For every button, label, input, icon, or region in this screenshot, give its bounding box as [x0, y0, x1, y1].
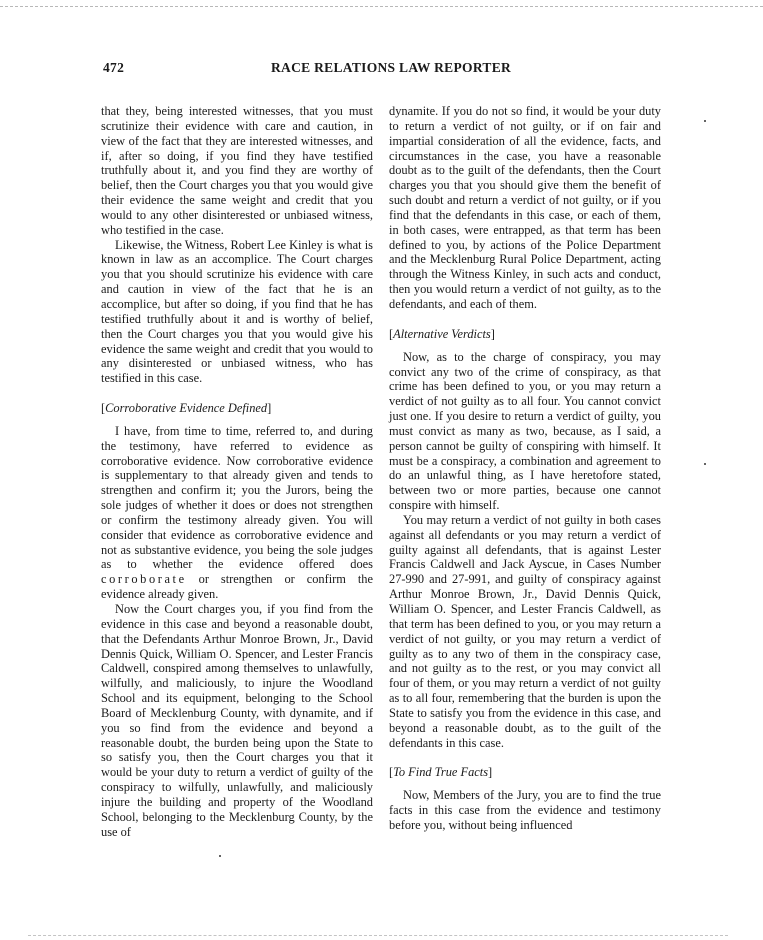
paragraph: that they, being interested witnesses, that you must scrutinize their evidence with care and caution, in view of the fact that they are interested witnesses, and if, after so doing, if you find they have testified truthfully about it, and you find they are worthy of belief, then the Court charges you that you would give their evidence the same weight and credit that you would to any other disinterested or unbiased witness, who testified in the case. — [101, 104, 373, 237]
paragraph: I have, from time to time, referred to, and during the testimony, have referred to evidence as corroborative evidence. Now corroborative evidence is supplementary to that already given and tends to strengthen and confirm it; you the Jurors, being the sole judges of whether it does or does not strengthen or confirm the testimony already given. You will consider that evidence as corroborative evidence and not as substantive evidence, you being the sole judges as to whether the evidence offered does corroborate or strengthen or confirm the evidence already given. — [101, 423, 373, 602]
scan-speck — [704, 120, 706, 122]
paragraph: Now, Members of the Jury, you are to find the true facts in this case from the evidence and testimony before you, without being influenced — [389, 788, 661, 832]
scan-speck — [704, 463, 706, 465]
paragraph: Likewise, the Witness, Robert Lee Kinley is what is known in law as an accomplice. The Court charges you that you should scrutinize his evidence with care and caution in view of the fact that he is an accomplice, but after so doing, if you find that he has testified truthfully about it and is worthy of belief, then the Court charges you that you would give his evidence the same weight and credit that you would to any disinterested or unbiased witness, who has testified in this case. — [101, 237, 373, 386]
paragraph: Now the Court charges you, if you find from the evidence in this case and beyond a reasonable doubt, that the Defendants Arthur Monroe Brown, Jr., David Dennis Quick, William O. Spencer, and Lester Francis Caldwell, conspired among themselves to unlawfully, wilfully, and maliciously, to injure the Woodland School and its equipment, belonging to the School Board of Mecklenburg County, with dynamite, and if you so find from the evidence and beyond a reasonable doubt, the burden being upon the State to so satisfy you, then the Court charges you that it would be your duty to return a verdict of guilty of the conspiracy to wilfully, unlawfully, and maliciously injure the building and property of the Woodland School, belonging to the Mecklenburg County, by the use of — [101, 602, 373, 839]
section-heading-corroborative-evidence: [Corroborative Evidence Defined] — [101, 401, 272, 416]
paragraph: You may return a verdict of not guilty in both cases against all defendants or you may return a verdict of guilty against all defendants, that is against Lester Francis Caldwell and Jack Ayscue, in Cases Number 27-990 and 27-991, and guilty of conspiracy against Arthur Monroe Brown, Jr., David Dennis Quick, William O. Spencer, and Lester Francis Caldwell, as that term has been defined to you, or you may return a verdict of not guilty, or you may return a verdict of guilty as to any two of them in the conspiracy case, and not guilty as to the rest, or you may convict all four of them, or you may return a verdict of not guilty as to all four, remembering that the burden is upon the State to satisfy you from the evidence in this case, and beyond a reasonable doubt, as to the guilt of the defendants in this case. — [389, 512, 661, 750]
running-head: RACE RELATIONS LAW REPORTER — [271, 60, 512, 75]
scan-speck — [219, 855, 221, 857]
spaced-word: corroborate — [101, 572, 187, 587]
scan-edge-top — [0, 6, 763, 7]
section-heading-true-facts: [To Find True Facts] — [389, 765, 493, 780]
right-column — [389, 104, 661, 833]
section-heading-alternative-verdicts: [Alternative Verdicts] — [389, 326, 495, 341]
scan-edge-bottom — [28, 935, 728, 936]
paragraph: dynamite. If you do not so find, it would be your duty to return a verdict of not guilty, or if on fair and impartial consideration of all the evidence, facts, and circumstances in the case, you have a reasonable doubt as to the guilt of the defendants, then the Court charges you that you should give them the benefit of such doubt and return a verdict of not guilty, or if you find that the defendants in this case, or each of them, in both cases, were entrapped, as that term has been defined to you, by actions of the Police Department and the Mecklenburg Rural Police Department, acting through the Witness Kinley, in such acts and conduct, then you would return a verdict of not guilty, as to the defendants, and each of them. — [389, 104, 661, 311]
left-column — [101, 104, 373, 840]
page-header — [103, 60, 663, 80]
paragraph: Now, as to the charge of conspiracy, you may convict any two of the crime of conspiracy, as that crime has been defined to you, or you may return a verdict of not guilty as to all four. You cannot convict just one. If you desire to return a verdict of guilty, you must convict as many as two, because, as I said, a person cannot be guilty of conspiring with himself. It must be a conspiracy, a combination and agreement to do an unlawful thing, as I have heretofore stated, between two or more parties, because one cannot conspire with himself. — [389, 349, 661, 513]
page-number: 472 — [103, 60, 125, 75]
